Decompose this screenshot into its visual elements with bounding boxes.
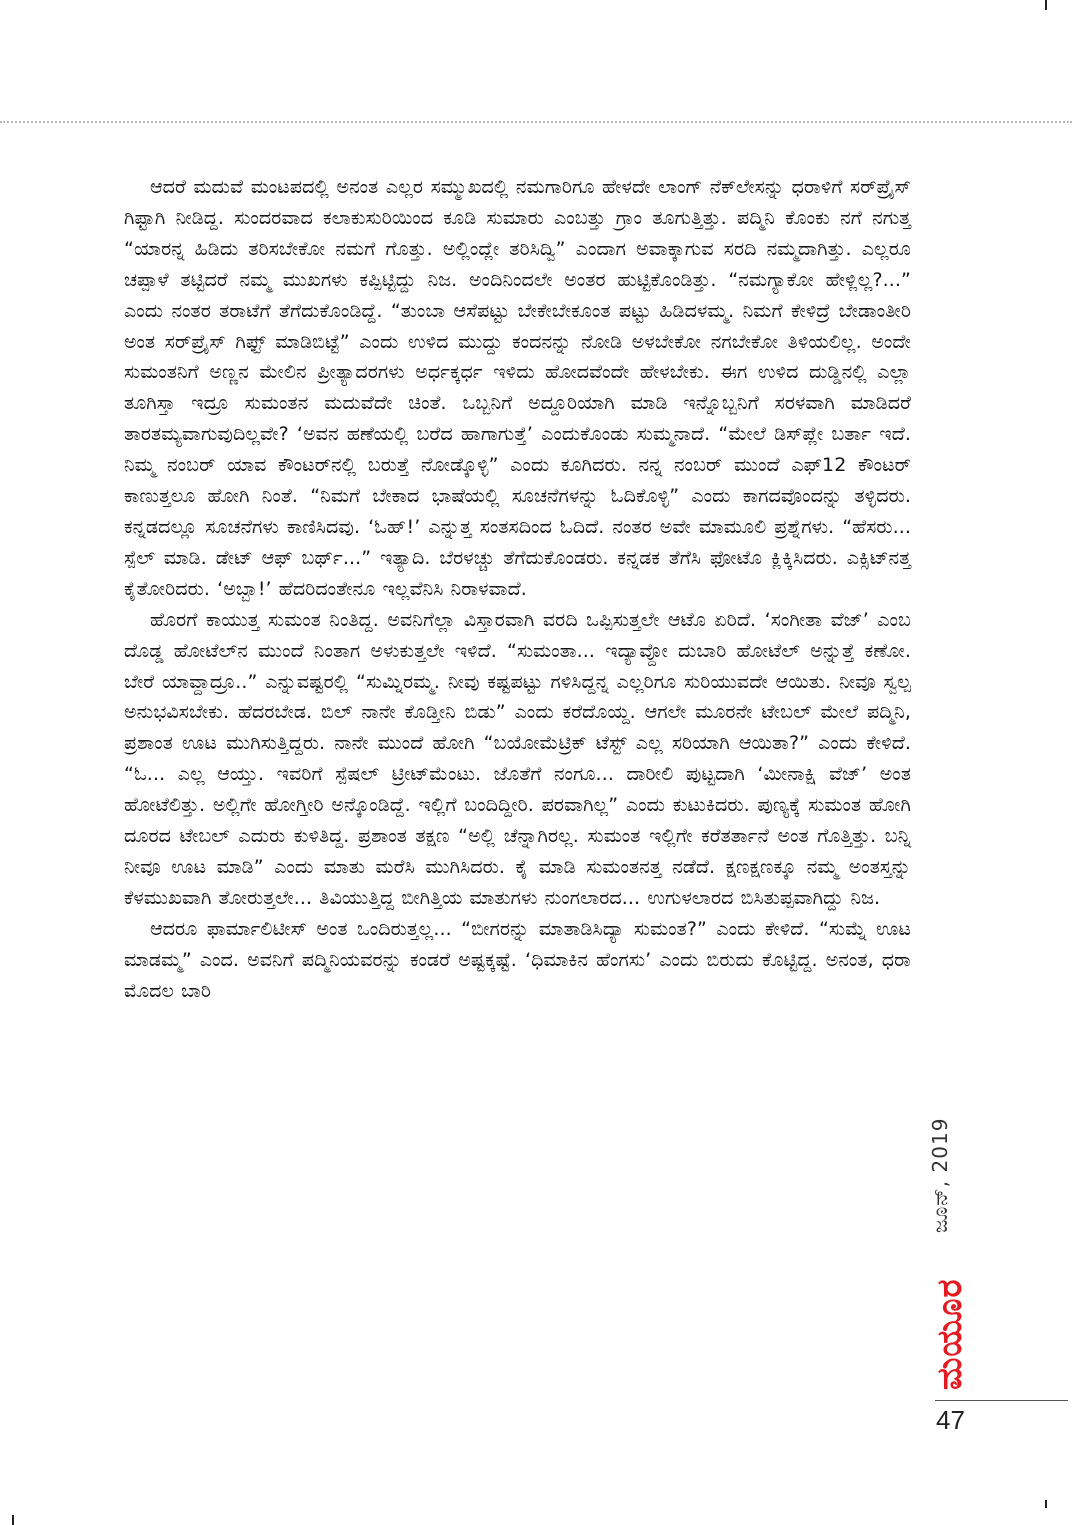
article-body <box>124 172 911 1006</box>
crop-mark-bottom-left <box>12 1515 14 1525</box>
paragraph: ಹೊರಗೆ ಕಾಯುತ್ತ ಸುಮಂತ ನಿಂತಿದ್ದ. ಅವನಿಗೆಲ್ಲಾ ವಿಸ್ತಾರವಾಗಿ ವರದಿ ಒಪ್ಪಿಸುತ್ತಲೇ ಆಟೊ ಏರಿದೆ. ‘ಸಂಗೀತಾ ವೆಜ್’ ಎಂಬ ದೊಡ್ಡ ಹೋಟೆಲ್‌ನ ಮುಂದೆ ನಿಂತಾಗ ಅಳುಕುತ್ತಲೇ ಇಳಿದೆ. “ಸುಮಂತಾ... ಇದ್ಯಾವ್ದೋ ದುಬಾರಿ ಹೋಟೆಲ್ ಅನ್ನುತ್ತೆ ಕಣೋ. ಬೇರೆ ಯಾವ್ದಾದ್ರೂ..” ಎನ್ನುವಷ್ಟರಲ್ಲಿ “ಸುಮ್ನಿರಮ್ಮ. ನೀವು ಕಷ್ಟಪಟ್ಟು ಗಳಿಸಿದ್ದನ್ನ ಎಲ್ಲರಿಗೂ ಸುರಿಯುವದೇ ಆಯಿತು. ನೀವೂ ಸ್ವಲ್ಪ ಅನುಭವಿಸಬೇಕು. ಹೆದರಬೇಡ. ಬಿಲ್ ನಾನೇ ಕೊಡ್ತೀನಿ ಬಿಡು” ಎಂದು ಕರೆದೊಯ್ದ. ಆಗಲೇ ಮೂರನೇ ಟೇಬಲ್ ಮೇಲೆ ಪದ್ಮಿನಿ, ಪ್ರಶಾಂತ ಊಟ ಮುಗಿಸುತ್ತಿದ್ದರು. ನಾನೇ ಮುಂದೆ ಹೋಗಿ “ಬಯೋಮೆಟ್ರಿಕ್ ಟೆಸ್ಟ್ ಎಲ್ಲ ಸರಿಯಾಗಿ ಆಯಿತಾ?” ಎಂದು ಕೇಳಿದೆ. “ಓ... ಎಲ್ಲ ಆಯ್ತು. ಇವರಿಗೆ ಸ್ಪೆಷಲ್ ಟ್ರೀಟ್‌ಮೆಂಟು. ಜೊತೆಗೆ ನಂಗೂ... ದಾರೀಲಿ ಪುಟ್ಟದಾಗಿ ‘ಮೀನಾಕ್ಷಿ ವೆಜ್’ ಅಂತ ಹೋಟೆಲಿತ್ತು. ಅಲ್ಲಿಗೇ ಹೋಗ್ತೀರಿ ಅನ್ಕೊಂಡಿದ್ದೆ. ಇಲ್ಲಿಗೆ ಬಂದಿದ್ದೀರಿ. ಪರವಾಗಿಲ್ಲ” ಎಂದು ಕುಟುಕಿದರು. ಪುಣ್ಯಕ್ಕೆ ಸುಮಂತ ಹೋಗಿ ದೂರದ ಟೇಬಲ್ ಎದುರು ಕುಳಿತಿದ್ದ. ಪ್ರಶಾಂತ ತಕ್ಷಣ “ಅಲ್ಲಿ ಚೆನ್ನಾಗಿರಲ್ಲ. ಸುಮಂತ ಇಲ್ಲಿಗೇ ಕರೆತರ್ತಾನೆ ಅಂತ ಗೊತ್ತಿತ್ತು. ಬನ್ನಿ ನೀವೂ ಊಟ ಮಾಡಿ” ಎಂದು ಮಾತು ಮರೆಸಿ ಮುಗಿಸಿದರು. ಕೈ ಮಾಡಿ ಸುಮಂತನತ್ತ ನಡೆದೆ. ಕ್ಷಣಕ್ಷಣಕ್ಕೂ ನಮ್ಮ ಅಂತಸ್ತನ್ನು ಕೆಳಮುಖವಾಗಿ ತೋರುತ್ತಲೇ... ತಿವಿಯುತ್ತಿದ್ದ ಬೀಗಿತ್ತಿಯ ಮಾತುಗಳು ನುಂಗಲಾರದ... ಉಗುಳಲಾರದ ಬಿಸಿತುಪ್ಪವಾಗಿದ್ದು ನಿಜ. <box>124 608 911 909</box>
magazine-logo: ಮಯೂರ <box>930 1278 970 1390</box>
page-number: 47 <box>936 1405 965 1435</box>
page-number-rule <box>935 1400 1068 1401</box>
paragraph: ಆದರೆ ಮದುವೆ ಮಂಟಪದಲ್ಲಿ ಅನಂತ ಎಲ್ಲರ ಸಮ್ಮುಖದಲ್ಲಿ ನಮಗಾರಿಗೂ ಹೇಳದೇ ಲಾಂಗ್ ನೆಕ್‌ಲೇಸನ್ನು ಧರಾಳಿಗೆ ಸರ್‌ಪ್ರೈಸ್ ಗಿಫ್ಟಾಗಿ ನೀಡಿದ್ದ. ಸುಂದರವಾದ ಕಲಾಕುಸುರಿಯಿಂದ ಕೂಡಿ ಸುಮಾರು ಎಂಬತ್ತು ಗ್ರಾಂ ತೂಗುತ್ತಿತ್ತು. ಪದ್ಮಿನಿ ಕೊಂಕು ನಗೆ ನಗುತ್ತ “ಯಾರನ್ನ ಹಿಡಿದು ತರಿಸಬೇಕೋ ನಮಗೆ ಗೊತ್ತು. ಅಲ್ಲಿಂದ್ಲೇ ತರಿಸಿದ್ವಿ” ಎಂದಾಗ ಅವಾಕ್ಕಾಗುವ ಸರದಿ ನಮ್ಮದಾಗಿತ್ತು. ಎಲ್ಲರೂ ಚಪ್ಪಾಳೆ ತಟ್ಟಿದರೆ ನಮ್ಮ ಮುಖಗಳು ಕಪ್ಪಿಟ್ಟಿದ್ದು ನಿಜ. ಅಂದಿನಿಂದಲೇ ಅಂತರ ಹುಟ್ಟಿಕೊಂಡಿತ್ತು. “ನಮಗ್ಯಾಕೋ ಹೇಳ್ಲಿಲ್ಲ?...” ಎಂದು ನಂತರ ತರಾಟೆಗೆ ತೆಗೆದುಕೊಂಡಿದ್ದೆ. “ತುಂಬಾ ಆಸೆಪಟ್ಟು ಬೇಕೇಬೇಕೂಂತ ಪಟ್ಟು ಹಿಡಿದಳಮ್ಮ. ನಿಮಗೆ ಕೇಳಿದ್ರೆ ಬೇಡಾಂತೀರಿ ಅಂತ ಸರ್‌ಪ್ರೈಸ್ ಗಿಫ್ಟ್ ಮಾಡಿಬಿಟ್ಟೆ” ಎಂದು ಉಳಿದ ಮುದ್ದು ಕಂದನನ್ನು ನೋಡಿ ಅಳಬೇಕೋ ನಗಬೇಕೋ ತಿಳಿಯಲಿಲ್ಲ. ಅಂದೇ ಸುಮಂತನಿಗೆ ಅಣ್ಣನ ಮೇಲಿನ ಪ್ರೀತ್ಯಾದರಗಳು ಅರ್ಧಕ್ಕರ್ಧ ಇಳಿದು ಹೋದವೆಂದೇ ಹೇಳಬೇಕು. ಈಗ ಉಳಿದ ದುಡ್ಡಿನಲ್ಲಿ ಎಲ್ಲಾ ತೂಗಿಸ್ತಾ ಇದ್ರೂ ಸುಮಂತನ ಮದುವೆದೇ ಚಿಂತೆ. ಒಬ್ಬನಿಗೆ ಅದ್ದೂರಿಯಾಗಿ ಮಾಡಿ ಇನ್ನೊಬ್ಬನಿಗೆ ಸರಳವಾಗಿ ಮಾಡಿದರೆ ತಾರತಮ್ಯವಾಗುವುದಿಲ್ಲವೇ? ‘ಅವನ ಹಣೆಯಲ್ಲಿ ಬರೆದ ಹಾಗಾಗುತ್ತೆ’ ಎಂದುಕೊಂಡು ಸುಮ್ಮನಾದೆ. “ಮೇಲೆ ಡಿಸ್‌ಪ್ಲೇ ಬರ್ತಾ ಇದೆ. ನಿಮ್ಮ ನಂಬರ್ ಯಾವ ಕೌಂಟರ್‌ನಲ್ಲಿ ಬರುತ್ತೆ ನೋಡ್ಕೊಳ್ಳಿ” ಎಂದು ಕೂಗಿದರು. ನನ್ನ ನಂಬರ್ ಮುಂದೆ ಎಫ್12 ಕೌಂಟರ್ ಕಾಣುತ್ತಲೂ ಹೋಗಿ ನಿಂತೆ. “ನಿಮಗೆ ಬೇಕಾದ ಭಾಷೆಯಲ್ಲಿ ಸೂಚನೆಗಳನ್ನು ಓದಿಕೊಳ್ಳಿ” ಎಂದು ಕಾಗದವೊಂದನ್ನು ತಳ್ಳಿದರು. ಕನ್ನಡದಲ್ಲೂ ಸೂಚನೆಗಳು ಕಾಣಿಸಿದವು. ‘ಓಹ್!’ ಎನ್ನುತ್ತ ಸಂತಸದಿಂದ ಓದಿದೆ. ನಂತರ ಅವೇ ಮಾಮೂಲಿ ಪ್ರಶ್ನೆಗಳು. “ಹೆಸರು... ಸ್ಪೆಲ್ ಮಾಡಿ. ಡೇಟ್ ಆಫ್ ಬರ್ಥ್...” ಇತ್ಯಾದಿ. ಬೆರಳಚ್ಚು ತೆಗೆದುಕೊಂಡರು. ಕನ್ನಡಕ ತೆಗೆಸಿ ಫೋಟೊ ಕ್ಲಿಕ್ಕಿಸಿದರು. ಎಕ್ಸಿಟ್‌ನತ್ತ ಕೈತೋರಿದರು. ‘ಅಬ್ಬಾ!’ ಹೆದರಿದಂತೇನೂ ಇಲ್ಲವೆನಿಸಿ ನಿರಾಳವಾದೆ. <box>124 176 911 600</box>
issue-date: ಜೂನ್, 2019 <box>928 1117 952 1233</box>
crop-mark-top <box>1045 0 1047 10</box>
crop-mark-bottom-right <box>1045 1500 1047 1508</box>
paragraph: ಆದರೂ ಫಾರ್ಮಾಲಿಟೀಸ್ ಅಂತ ಒಂದಿರುತ್ತಲ್ಲ... “ಬೀಗರನ್ನು ಮಾತಾಡಿಸಿದ್ಯಾ ಸುಮಂತ?” ಎಂದು ಕೇಳಿದೆ. “ಸುಮ್ನೆ ಊಟ ಮಾಡಮ್ಮ” ಎಂದ. ಅವನಿಗೆ ಪದ್ಮಿನಿಯವರನ್ನು ಕಂಡರೆ ಅಷ್ಟಕ್ಕಷ್ಟೆ. ‘ಧಿಮಾಕಿನ ಹೆಂಗಸು’ ಎಂದು ಬಿರುದು ಕೊಟ್ಟಿದ್ದ. ಅನಂತ, ಧರಾ ಮೊದಲ ಬಾರಿ <box>124 917 911 1002</box>
header-divider <box>0 121 1072 123</box>
